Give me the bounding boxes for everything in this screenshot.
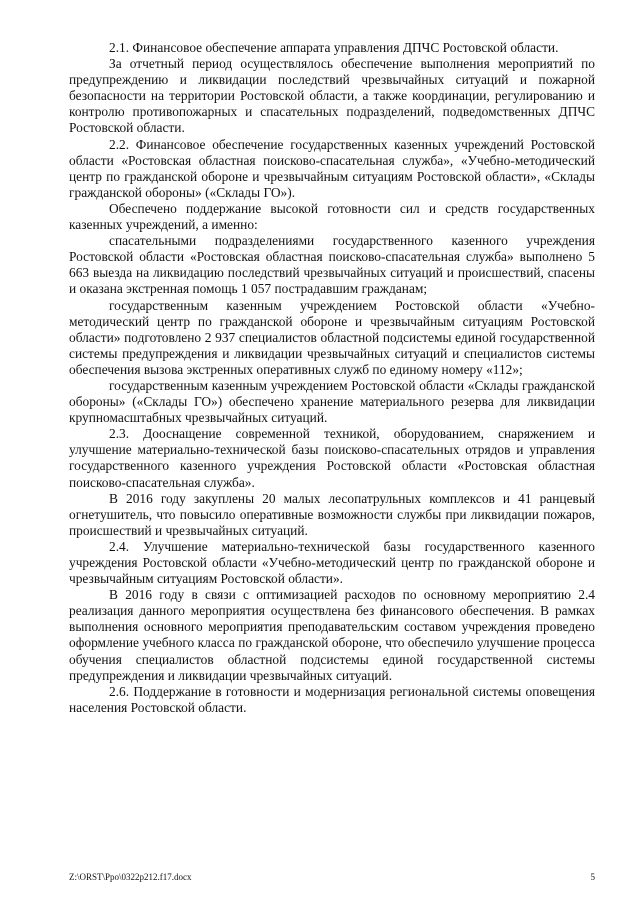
paragraph-readiness: Обеспечено поддержание высокой готовности сил и средств государственных казенных учреждений, а именно:	[69, 200, 595, 233]
paragraph-2016-purchases: В 2016 году закуплены 20 малых лесопатрульных комплексов и 41 ранцевый огнетушитель, что повысило оперативные возможности службы при ликвидации пожаров, происшествий и чрезвычайных ситуаций.	[69, 490, 595, 538]
paragraph-2-2: 2.2. Финансовое обеспечение государственных казенных учреждений Ростовской области «Ростовская областная поисково-спасательная служба», «Учебно-методический центр по гражданской обороне и чрезвычайным ситуациям Ростовской области», «Склады гражданской обороны» («Склады ГО»).	[69, 136, 595, 200]
paragraph-rescue-service: спасательными подразделениями государственного казенного учреждения Ростовской области «Ростовская областная поисково-спасательная служба» выполнено 5 663 выезда на ликвидацию последствий чрезвычайных ситуаций и происшествий, спасены и оказана экстренная помощь 1 057 пострадавшим гражданам;	[69, 233, 595, 297]
paragraph-2-6: 2.6. Поддержание в готовности и модернизация региональной системы оповещения населения Ростовской области.	[69, 683, 595, 715]
document-body	[69, 40, 595, 716]
paragraph-2016-optimization: В 2016 году в связи с оптимизацией расходов по основному мероприятию 2.4 реализация данного мероприятия осуществлена без финансового обеспечения. В рамках выполнения основного мероприятия преподавательским составом учреждения проведено оформление учебного класса по гражданской обороне, что обеспечило улучшение процесса обучения специалистов областной подсистемы единой государственной системы предупреждения и ликвидации чрезвычайных ситуаций.	[69, 587, 595, 683]
footer-file-path: Z:\ORST\Ppo\0322p212.f17.docx	[69, 872, 192, 882]
paragraph-2-3: 2.3. Дооснащение современной техникой, оборудованием, снаряжением и улучшение материально-технической базы поисково-спасательных отрядов и управления государственного казенного учреждения Ростовской области «Ростовская областная поисково-спасательная служба».	[69, 426, 595, 490]
paragraph-reporting-period: За отчетный период осуществлялось обеспечение выполнения мероприятий по предупреждению и ликвидации последствий чрезвычайных ситуаций и пожарной безопасности на территории Ростовской области, а также координации, регулированию и контролю противопожарных и спасательных подразделений, подведомственных ДПЧС Ростовской области.	[69, 56, 595, 136]
paragraph-2-1: 2.1. Финансовое обеспечение аппарата управления ДПЧС Ростовской области.	[109, 40, 559, 55]
paragraph-training-center: государственным казенным учреждением Ростовской области «Учебно-методический центр по гражданской обороне и чрезвычайным ситуациям Ростовской области» подготовлено 2 937 специалистов областной подсистемы единой государственной системы предупреждения и ликвидации чрезвычайных ситуаций и специалистов системы обеспечения вызова экстренных оперативных служб по единому номеру «112»;	[69, 297, 595, 377]
paragraph-civil-defense-depots: государственным казенным учреждением Ростовской области «Склады гражданской обороны» («Склады ГО») обеспечено хранение материального резерва для ликвидации крупномасштабных чрезвычайных ситуаций.	[69, 377, 595, 426]
paragraph-2-4: 2.4. Улучшение материально-технической базы государственного казенного учреждения Ростовской области «Учебно-методический центр по гражданской обороне и чрезвычайным ситуациям Ростовской области».	[69, 538, 595, 587]
footer-page-number: 5	[590, 872, 595, 882]
